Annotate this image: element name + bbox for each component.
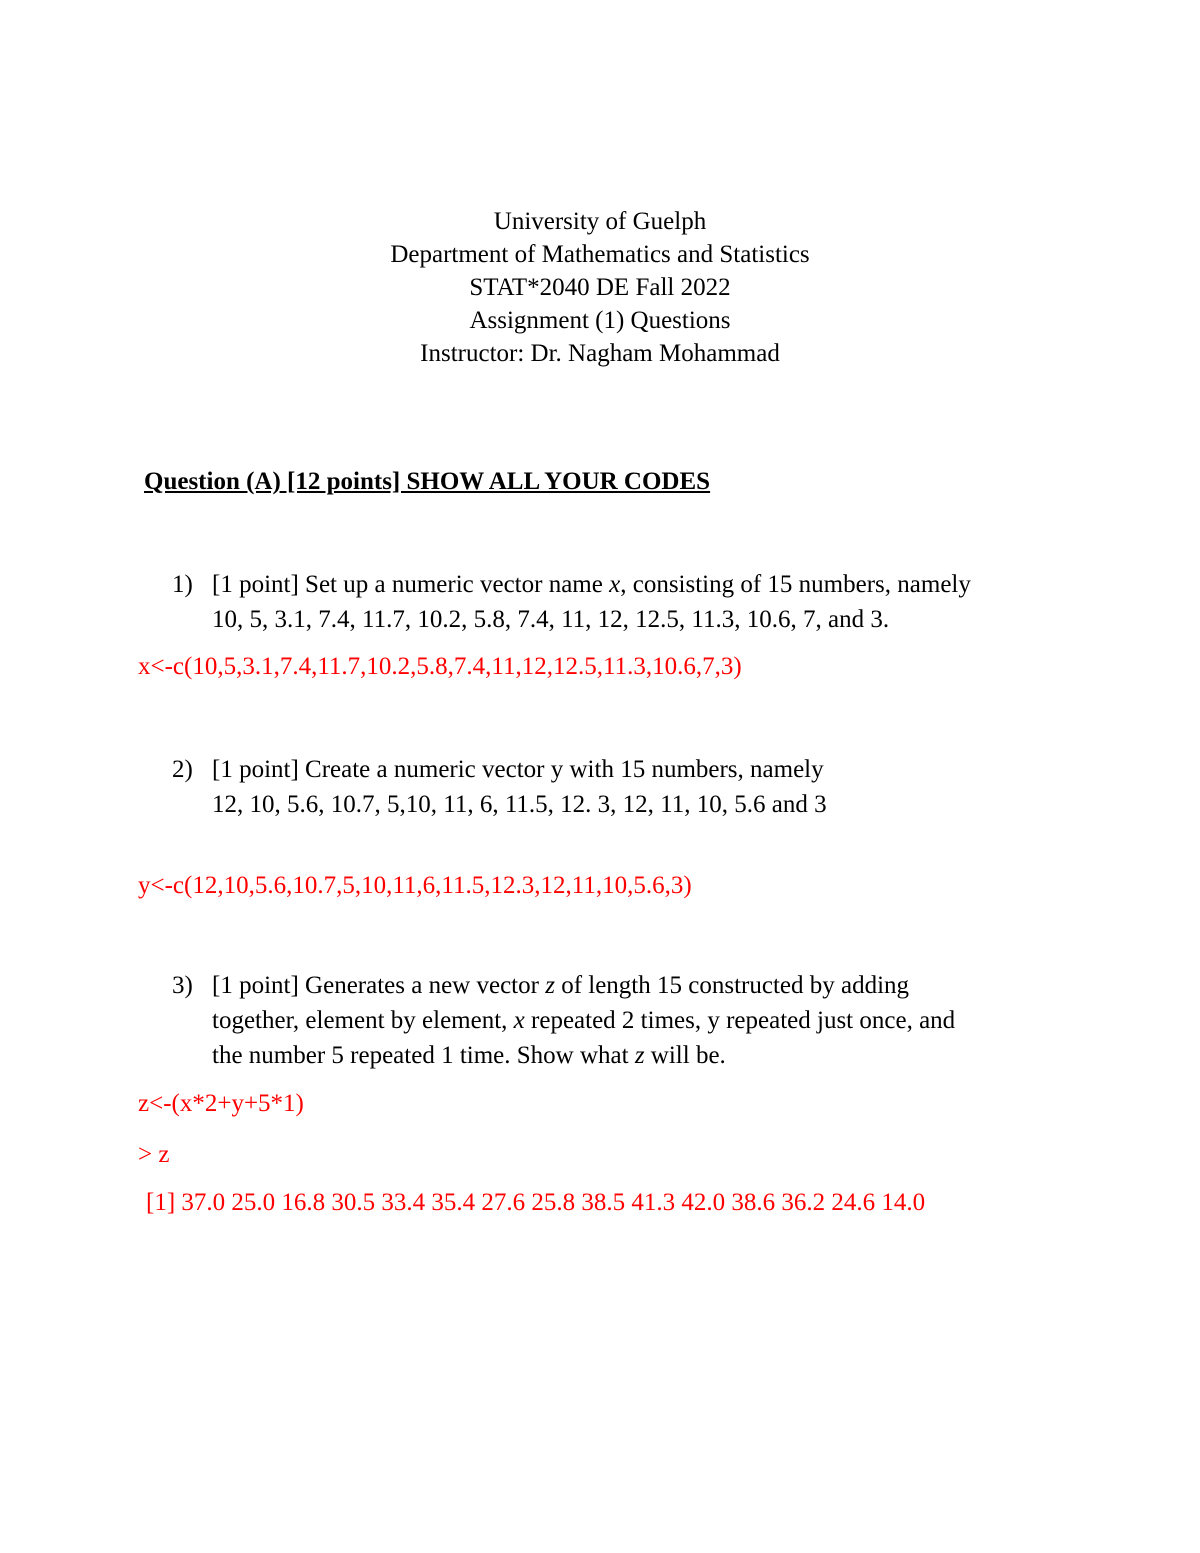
department-name: Department of Mathematics and Statistics (390, 241, 810, 268)
variable-symbol: z (634, 1042, 645, 1069)
item-text-line1 (212, 571, 971, 598)
code-answer-1: x<-c(10,5,3.1,7.4,11.7,10.2,5.8,7.4,11,12,12.5,11.3,10.6,7,3) (138, 653, 742, 680)
code-answer-3: z<-(x*2+y+5*1) (138, 1090, 304, 1117)
item-text-line3 (172, 1038, 955, 1073)
variable-symbol: x (513, 1007, 525, 1034)
text-segment: of length 15 constructed by adding (554, 972, 910, 999)
text-segment: the number 5 repeated 1 time. Show what (212, 1042, 635, 1069)
item-number: 3) (172, 972, 193, 999)
item-text-line2: 10, 5, 3.1, 7.4, 11.7, 10.2, 5.8, 7.4, 11, 12, 12.5, 11.3, 10.6, 7, and 3. (212, 606, 890, 633)
text-segment: together, element by element, (212, 1007, 514, 1034)
item-text-line2: 12, 10, 5.6, 10.7, 5,10, 11, 6, 11.5, 12. 3, 12, 11, 10, 5.6 and 3 (212, 791, 827, 818)
variable-symbol: x (609, 571, 621, 598)
text-segment: , consisting of 15 numbers, namely (620, 571, 971, 598)
item-text-line2 (172, 1003, 955, 1038)
console-output: [1] 37.0 25.0 16.8 30.5 33.4 35.4 27.6 25.8 38.5 41.3 42.0 38.6 36.2 24.6 14.0 (146, 1189, 926, 1216)
text-segment: repeated 2 times, y repeated just once, and (524, 1007, 956, 1034)
instructor-name: Instructor: Dr. Nagham Mohammad (420, 340, 780, 367)
question-heading: Question (A) [12 points] SHOW ALL YOUR CODES (144, 468, 711, 495)
text-segment: [1 point] Generates a new vector (212, 972, 546, 999)
console-prompt: > z (138, 1141, 170, 1168)
code-answer-2: y<-c(12,10,5.6,10.7,5,10,11,6,11.5,12.3,12,11,10,5.6,3) (138, 872, 692, 899)
item-text-line1: [1 point] Create a numeric vector y with 15 numbers, namely (212, 756, 824, 783)
assignment-title: Assignment (1) Questions (469, 307, 731, 334)
course-code: STAT*2040 DE Fall 2022 (469, 274, 731, 301)
item-number: 1) (172, 571, 193, 598)
document-header (0, 205, 1200, 370)
item-number: 2) (172, 756, 193, 783)
text-segment: will be. (644, 1042, 726, 1069)
university-name: University of Guelph (493, 208, 707, 235)
item-text-line1 (212, 972, 909, 999)
text-segment: [1 point] Set up a numeric vector name (212, 571, 610, 598)
question-item-3 (172, 968, 955, 1073)
variable-symbol: z (545, 972, 555, 999)
question-item-1 (172, 567, 971, 637)
question-item-2 (172, 752, 827, 822)
